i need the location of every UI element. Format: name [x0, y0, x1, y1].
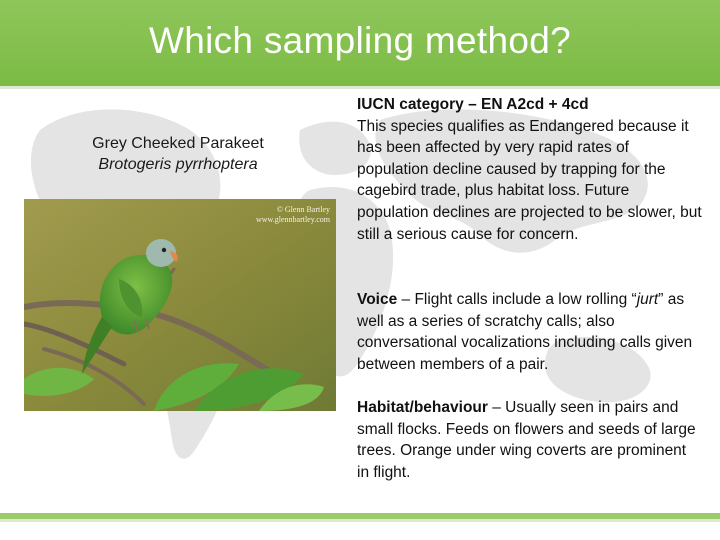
habitat-heading: Habitat/behaviour: [357, 399, 488, 416]
iucn-heading: IUCN category – EN A2cd + 4cd: [357, 96, 589, 113]
voice-paragraph: [357, 289, 702, 375]
voice-body-end: ” as well as a series of scratchy calls; also conversational vocalizations including calls given between members of a pair.: [357, 291, 693, 373]
photo-credit-name: © Glenn Bartley: [276, 205, 330, 214]
iucn-body: This species qualifies as Endangered because it has been affected by very rapid rates of population decline caused by trapping for the cagebird trade, plus habitat loss. Future population declines are projected to be slower, but still a serious cause for concern.: [357, 117, 702, 243]
bottom-accent-bar-light: [0, 519, 720, 522]
species-common-name: Grey Cheeked Parakeet: [92, 135, 264, 152]
iucn-paragraph: [357, 94, 702, 245]
voice-call-word: jurt: [636, 291, 659, 308]
habitat-dash: –: [487, 399, 506, 416]
photo-credit-url: www.glennbartley.com: [255, 215, 330, 224]
slide-title: Which sampling method?: [148, 20, 572, 61]
habitat-body: Usually seen in pairs and small flocks. Feeds on flowers and seeds of large trees. Orange under wing coverts are prominent in flight.: [357, 399, 696, 481]
parakeet-illustration: [24, 199, 336, 411]
species-latin-name: Brotogeris pyrrhoptera: [98, 156, 258, 173]
voice-body-start: Flight calls include a low rolling “: [414, 291, 637, 308]
voice-dash: –: [397, 291, 415, 308]
voice-heading: Voice: [357, 291, 398, 308]
photo-credit: [256, 205, 330, 225]
parakeet-photo: [24, 199, 336, 411]
habitat-paragraph: [357, 397, 702, 483]
title-bar: [0, 0, 720, 89]
